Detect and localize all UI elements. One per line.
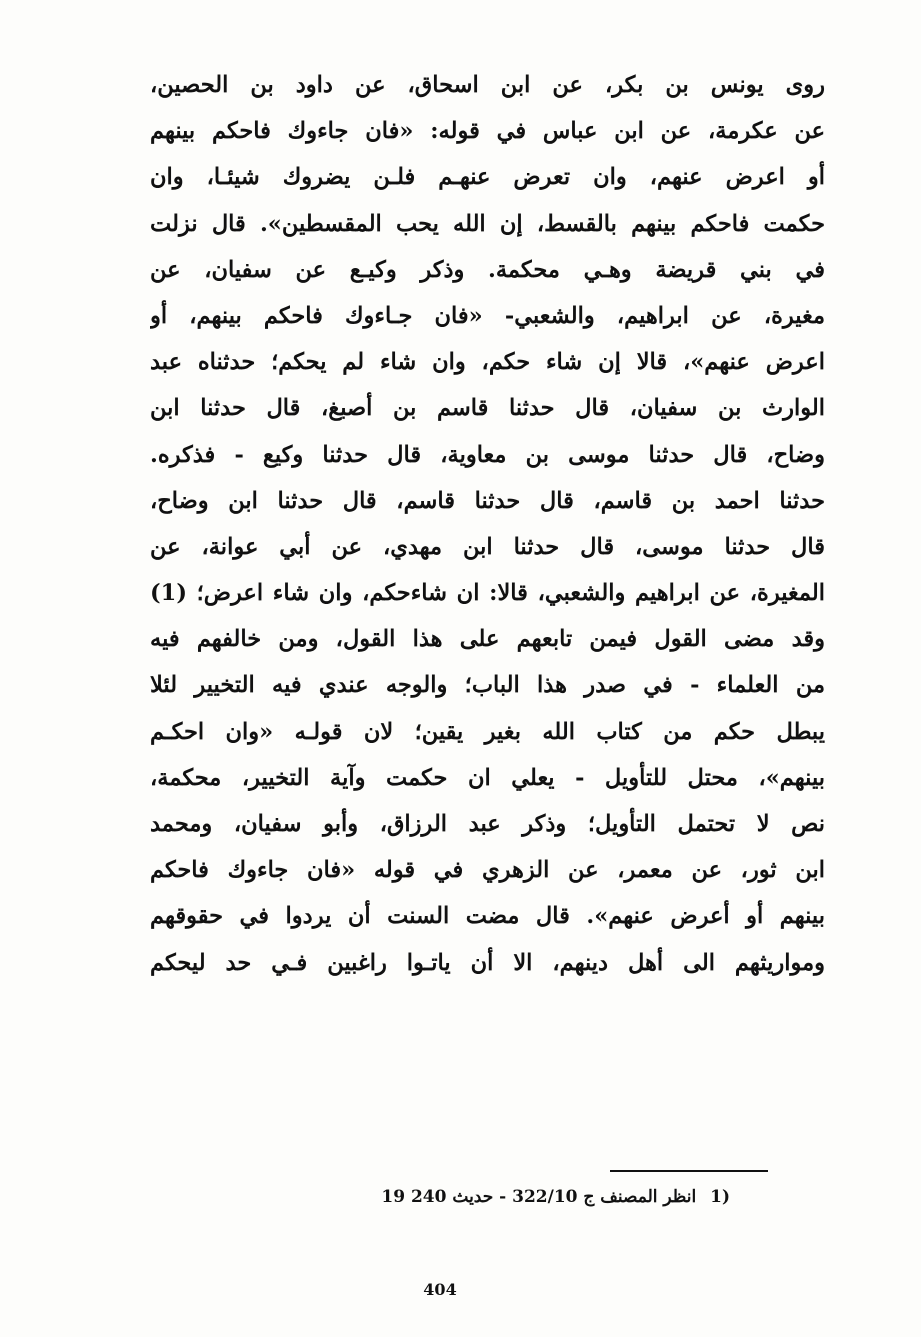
text-line: في بني قريضة وهـي محكمة. وذكر وكيـع عن سفيان، عن — [150, 256, 825, 283]
text-line: بينهم أو أعرض عنهم». قال مضت السنت أن يردوا في حقوقهم — [150, 903, 825, 930]
text-line: وقد مضى القول فيمن تابعهم على هذا القول، ومن خالفهم فيه — [150, 626, 825, 653]
text-line: أو اعرض عنهم، وان تعرض عنهـم فلـن يضروك شيئـا، وان — [150, 164, 825, 191]
text-line: قال حدثنا موسى، قال حدثنا ابن مهدي، عن أبي عوانة، عن — [150, 533, 825, 560]
text-line: اعرض عنهم»، قالا إن شاء حكم، وان شاء لم يحكم؛ حدثناه عبد — [150, 349, 825, 376]
footnote — [330, 1182, 730, 1212]
text-line: نص لا تحتمل التأويل؛ وذكر عبد الرزاق، وأبو سفيان، ومحمد — [150, 811, 825, 837]
page-number: 404 — [423, 1280, 457, 1299]
footnote-marker: 1) — [710, 1187, 730, 1207]
text-line: ومواريثهم الى أهل دينهم، الا أن ياتـوا راغبين فـي حد ليحكم — [150, 949, 825, 976]
text-line: وضاح، قال حدثنا موسى بن معاوية، قال حدثنا وكيع - فذكره. — [150, 441, 825, 468]
text-line: الوارث بن سفيان، قال حدثنا قاسم بن أصبغ، قال حدثنا ابن — [150, 395, 825, 422]
text-line: حكمت فاحكم بينهم بالقسط، إن الله يحب المقسطين». قال نزلت — [150, 210, 825, 237]
text-line: حدثنا احمد بن قاسم، قال حدثنا قاسم، قال حدثنا ابن وضاح، — [150, 487, 825, 514]
text-line: بينهم»، محتل للتأويل - يعلي ان حكمت وآية التخيير، محكمة، — [150, 764, 825, 791]
text-line: مغيرة، عن ابراهيم، والشعبي- «فان جـاءوك فاحكم بينهم، أو — [150, 302, 825, 329]
footnote-text: انظر المصنف ج 322/10 - حديث 240 19 — [381, 1187, 697, 1207]
text-line: من العلماء - في صدر هذا الباب؛ والوجه عندي فيه التخيير لئلا — [150, 672, 825, 699]
text-line: يبطل حكم من كتاب الله بغير يقين؛ لان قولـه «وان احكـم — [150, 718, 825, 745]
text-line: روى يونس بن بكر، عن ابن اسحاق، عن داود بن الحصين، — [150, 72, 825, 98]
text-line: المغيرة، عن ابراهيم والشعبي، قالا: ان شاءحكم، وان شاء اعرض؛ (1) — [150, 580, 825, 607]
footnote-divider — [610, 1170, 768, 1172]
text-line: عن عكرمة، عن ابن عباس في قوله: «فان جاءوك فاحكم بينهم — [150, 118, 825, 145]
text-line: ابن ثور، عن معمر، عن الزهري في قوله «فان جاءوك فاحكم — [150, 857, 825, 884]
body-text — [150, 62, 825, 986]
